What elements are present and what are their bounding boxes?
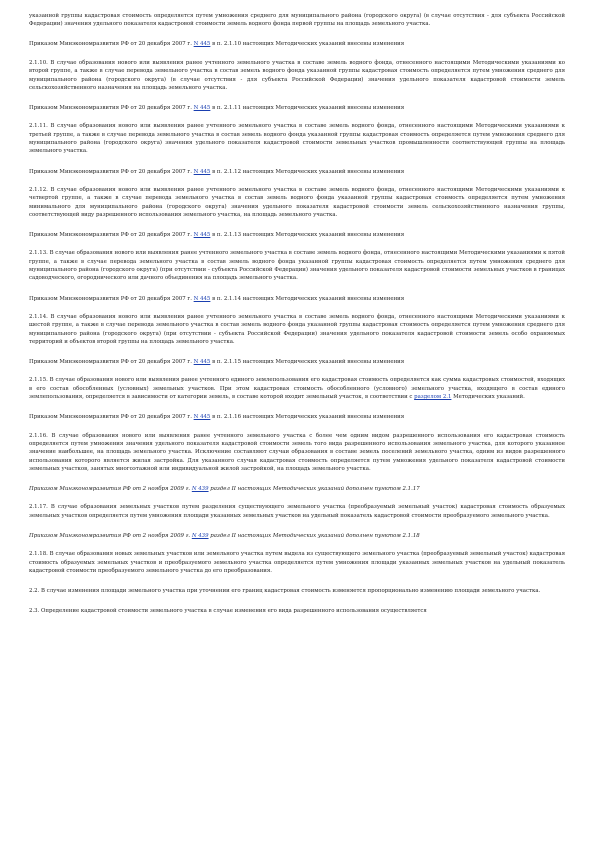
paragraph-2-1-11: 2.1.11. В случае образования нового или выявления ранее учтенного земельного участка в составе земель водного фонда, отнесенного настоящими Методическими указаниями к третьей группе, а также в случае перевода земельного участка в состав земель водного фонда указанной группы кадастровая стоимость определяется путем умножения среднего для муниципального района (городского округа) значения удельного показателя кадастровой стоимости земельных участков промышленности соответствующей группы на площадь земельного участка.	[29, 123, 565, 155]
paragraph-2-1-12: 2.1.12. В случае образования нового или выявления ранее учтенного земельного участка в составе земель водного фонда, отнесенного настоящими Методическими указаниями к четвертой группе, а также в случае перевода земельного участка в состав земель водного фонда указанной группы кадастровая стоимость определяется путем умножения минимального для муниципального района (городского округа) значения удельного показателя кадастровой стоимости земель сельскохозяйственного назначения группы, соответствующей виду разрешенного использования земельного участка, на площадь земельного участка.	[29, 186, 565, 218]
amendment-note-suffix: в п. 2.1.14 настоящих Методических указаний внесены изменения	[210, 295, 405, 302]
paragraph-2-1-17: 2.1.17. В случае образования земельных участков путем разделения существующего земельного участка (преобразуемый земельный участок) кадастровая стоимость образуемых земельных участков определяется путем умножения площади указанных земельных участков на удельный показатель кадастровой стоимости преобразуемого земельного участка.	[29, 504, 565, 519]
amendment-note-suffix: в п. 2.1.15 настоящих Методических указаний внесены изменения	[210, 359, 405, 366]
amendment-note-suffix: в п. 2.1.11 настоящих Методических указаний внесены изменения	[210, 105, 405, 111]
order-link[interactable]: N 445	[193, 105, 211, 111]
paragraph-2-2: 2.2. В случае изменения площади земельного участка при уточнении его границ кадастровая стоимость изменяется пропорционально изменению площади земельного участка.	[29, 588, 541, 595]
amendment-note-prefix: Приказом Минэкономразвития РФ от 20 декабря 2007 г.	[29, 232, 194, 239]
amendment-note-suffix: раздел II настоящих Методических указаний дополнен пунктом 2.1.18	[208, 532, 420, 539]
order-link[interactable]: N 445	[193, 41, 211, 48]
order-link[interactable]: N 445	[193, 359, 211, 366]
amendment-note-2-1-13	[29, 231, 565, 239]
amendment-note-suffix: в п. 2.1.12 настоящих Методических указаний внесены изменения	[210, 168, 405, 175]
paragraph-text: 2.1.15. В случае образования нового или выявления ранее учтенного единого землепользования его кадастровая стоимость определяется как сумма кадастровых стоимостей, входящих в его состав обособленных (условных) земельных участков. При этом кадастровая стоимость обособленного (условного) земельного участка, входящего в состав единого землепользования, определяется в зависимости от категории земель, в составе которой входит земельный участок, в соответствии с	[29, 377, 565, 401]
paragraph-2-1-9-end: указанной группы кадастровая стоимость определяется путем умножения среднего для муниципального района (городского округа) (в случае отсутствия - для субъекта Российской Федерации) значения удельного показателя кадастровой стоимости земель водного фонда первой группы на площадь земельного участка.	[29, 13, 565, 28]
paragraph-2-3: 2.3. Определение кадастровой стоимости земельного участка в случае изменения его вида разрешенного использования осуществляется	[29, 608, 427, 615]
amendment-note-suffix: раздел II настоящих Методических указаний дополнен пунктом 2.1.17	[208, 486, 420, 493]
paragraph-2-1-16: 2.1.16. В случае образования нового или выявления ранее учтенного земельного участка с более чем одним видом разрешенного использования его кадастровая стоимость определяется путем умножения значения удельного показателя кадастровой стоимости земель того вида разрешенного использования земельного участка, для которого указанное значение наибольшее, на площадь земельного участка. Исключение составляют случаи образования в составе земель поселений земельного участка, одним из видов разрешенного использования которого является жилая застройка. Для указанного случая кадастровая стоимость определяется путем умножения удельного показателя кадастровой стоимости земельных участков, занятых многоэтажной или индивидуальной жилой застройкой, на площадь земельного участка.	[29, 432, 565, 472]
amendment-note-prefix: Приказом Минэкономразвития РФ от 20 декабря 2007 г.	[29, 359, 194, 366]
amendment-note-suffix: в п. 2.1.16 настоящих Методических указаний внесены изменения	[210, 414, 405, 421]
amendment-note-2-1-11	[29, 104, 565, 112]
amendment-note-2-1-16	[29, 413, 565, 421]
order-link[interactable]: N 445	[193, 232, 211, 239]
amendment-note-2-1-18	[29, 532, 565, 540]
amendment-note-prefix: Приказом Минэкономразвития РФ от 2 ноября 2009 г.	[29, 486, 192, 493]
amendment-note-prefix: Приказом Минэкономразвития РФ от 20 декабря 2007 г.	[29, 168, 194, 175]
paragraph-text-end: Методических указаний.	[451, 394, 525, 401]
amendment-note-prefix: Приказом Минэкономразвития РФ от 20 декабря 2007 г.	[29, 41, 194, 48]
amendment-note-prefix: Приказом Минэкономразвития РФ от 20 декабря 2007 г.	[29, 414, 194, 421]
order-link[interactable]: N 445	[193, 414, 211, 421]
paragraph-2-1-18: 2.1.18. В случае образования новых земельных участков или земельного участка путем выдела из существующего земельного участка (преобразуемый земельный участок) кадастровая стоимость образуемых земельных участков и преобразуемого земельного участка определяется путем умножения площади указанных земельных участков на удельный показатель кадастровой стоимости преобразуемого земельного участка до его преобразования.	[29, 551, 565, 574]
paragraph-2-1-15	[29, 376, 565, 401]
section-2-1-link[interactable]: разделом 2.1	[414, 394, 452, 401]
order-link[interactable]: N 445	[193, 295, 211, 302]
order-link[interactable]: N 439	[191, 532, 209, 539]
amendment-note-2-1-12	[29, 168, 565, 176]
amendment-note-suffix: в п. 2.1.13 настоящих Методических указаний внесены изменения	[210, 232, 405, 239]
amendment-note-prefix: Приказом Минэкономразвития РФ от 20 декабря 2007 г.	[29, 105, 194, 111]
amendment-note-2-1-14	[29, 295, 565, 303]
order-link[interactable]: N 445	[193, 168, 211, 175]
paragraph-2-1-14: 2.1.14. В случае образования нового или выявления ранее учтенного земельного участка в составе земель водного фонда, отнесенного настоящими Методическими указаниями к шестой группе, а также в случае перевода земельного участка в состав земель водного фонда указанной группы кадастровая стоимость определяется путем умножения среднего для муниципального района (городского округа) (при отсутствии - субъекта Российской Федерации) значения удельного показателя кадастровой стоимости земель особо охраняемых территорий и объектов второй группы на площадь земельного участка.	[29, 313, 565, 345]
paragraph-2-1-13: 2.1.13. В случае образования нового или выявления ранее учтенного земельного участка в составе земель водного фонда, отнесенного настоящими Методическими указаниями к пятой группе, а также в случае перевода земельного участка в состав земель водного фонда указанной группы кадастровая стоимость определяется путем умножения среднего для муниципального района (городского округа) (при отсутствии - субъекта Российской Федерации) значения удельного показателя кадастровой стоимости земельных участков в границах садоводческого, огороднического или дачного объединения на площадь земельного участка.	[29, 250, 565, 282]
paragraph-2-1-10: 2.1.10. В случае образования нового или выявления ранее учтенного земельного участка в составе земель водного фонда, отнесенного настоящими Методическими указаниями ко второй группе, а также в случае перевода земельного участка в состав земель водного фонда указанной группы кадастровая стоимость определяется путем умножения среднего для муниципального района (городского округа) (в случае отсутствия - для субъекта Российской Федерации) значения удельного показателя кадастровой стоимости земель сельскохозяйственного назначения на площадь земельного участка.	[29, 59, 565, 91]
amendment-note-2-1-17	[29, 485, 565, 493]
amendment-note-suffix: в п. 2.1.10 настоящих Методических указаний внесены изменения	[210, 41, 405, 48]
amendment-note-prefix: Приказом Минэкономразвития РФ от 20 декабря 2007 г.	[29, 295, 194, 302]
amendment-note-prefix: Приказом Минэкономразвития РФ от 2 ноября 2009 г.	[29, 532, 192, 539]
amendment-note-2-1-10	[29, 40, 565, 48]
order-link[interactable]: N 439	[191, 486, 209, 493]
amendment-note-2-1-15	[29, 358, 565, 366]
